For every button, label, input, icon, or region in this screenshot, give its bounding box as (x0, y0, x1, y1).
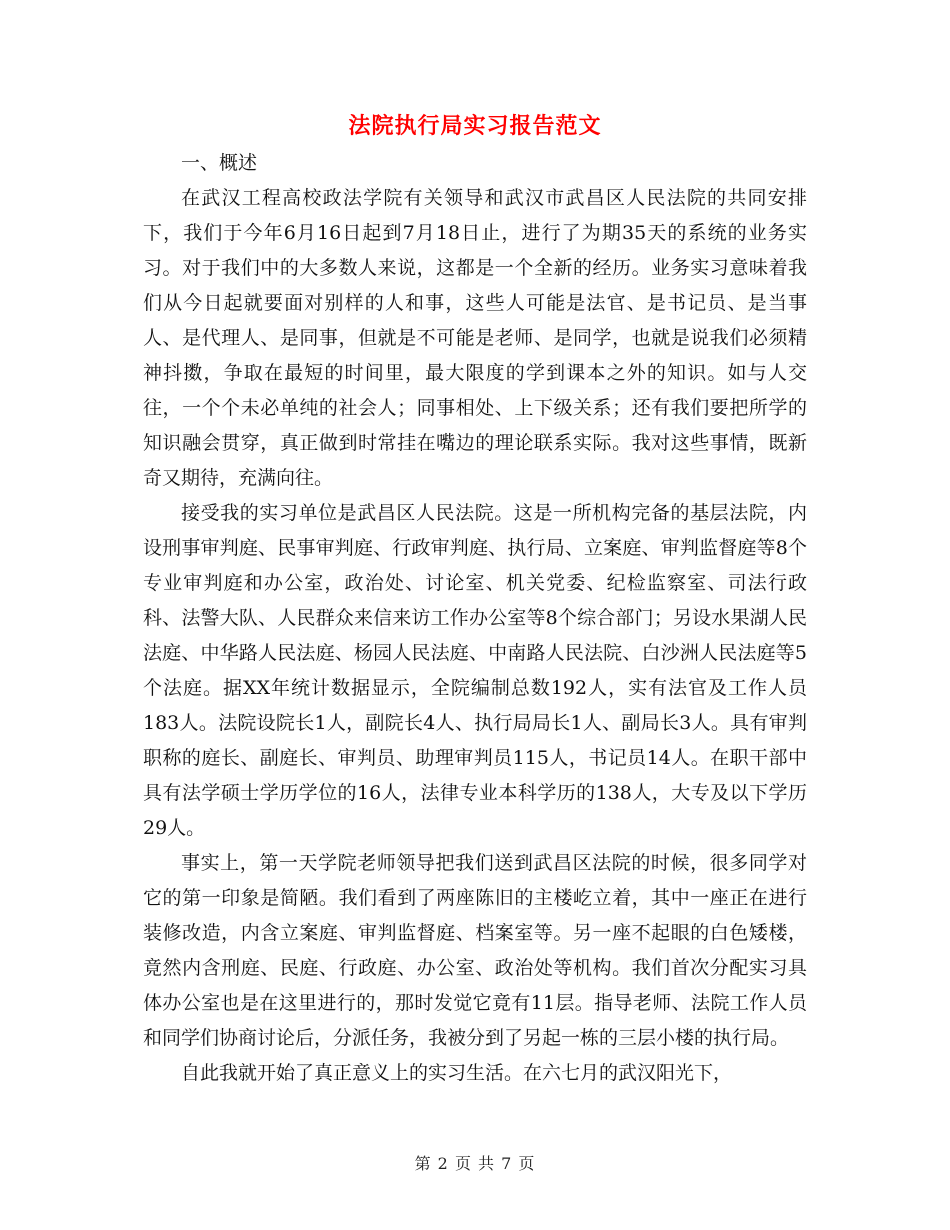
paragraph-2: 接受我的实习单位是武昌区人民法院。这是一所机构完备的基层法院，内设刑事审判庭、民事审判庭、行政审判庭、执行局、立案庭、审判监督庭等8个专业审判庭和办公室，政治处、讨论室、机关党委、纪检监察室、司法行政科、法警大队、人民群众来信来访工作办公室等8个综合部门；另设水果湖人民法庭、中华路人民法庭、杨园人民法庭、中南路人民法院、白沙洲人民法庭等5个法庭。据XX年统计数据显示，全院编制总数192人，实有法官及工作人员183人。法院设院长1人，副院长4人、执行局局长1人、副局长3人。具有审判职称的庭长、副庭长、审判员、助理审判员115人，书记员14人。在职干部中具有法学硕士学历学位的16人，法律专业本科学历的138人，大专及以下学历29人。 (143, 502, 807, 839)
paragraph-1: 在武汉工程高校政法学院有关领导和武汉市武昌区人民法院的共同安排下，我们于今年6月16日起到7月18日止，进行了为期35天的系统的业务实习。对于我们中的大多数人来说，这都是一个全新的经历。业务实习意味着我们从今日起就要面对别样的人和事，这些人可能是法官、是书记员、是当事人、是代理人、是同事，但就是不可能是老师、是同学，也就是说我们必须精神抖擞，争取在最短的时间里，最大限度的学到课本之外的知识。如与人交往，一个个未必单纯的社会人；同事相处、上下级关系；还有我们要把所学的知识融会贯穿，真正做到时常挂在嘴边的理论联系实际。我对这些事情，既新奇又期待，充满向往。 (143, 187, 807, 489)
paragraph-4: 自此我就开始了真正意义上的实习生活。在六七月的武汉阳光下， (181, 1062, 733, 1084)
page-number-footer: 第 2 页 共 7 页 (414, 1154, 536, 1173)
document-title: 法院执行局实习报告范文 (348, 113, 602, 139)
document-body (143, 146, 807, 1091)
paragraph-3: 事实上，第一天学院老师领导把我们送到武昌区法院的时候，很多同学对它的第一印象是简陋。我们看到了两座陈旧的主楼屹立着，其中一座正在进行装修改造，内含立案庭、审判监督庭、档案室等。另一座不起眼的白色矮楼，竟然内含刑庭、民庭、行政庭、办公室、政治处等机构。我们首次分配实习具体办公室也是在这里进行的，那时发觉它竟有11层。指导老师、法院工作人员和同学们协商讨论后，分派任务，我被分到了另起一栋的三层小楼的执行局。 (143, 852, 807, 1049)
section-heading: 一、概述 (181, 152, 258, 174)
